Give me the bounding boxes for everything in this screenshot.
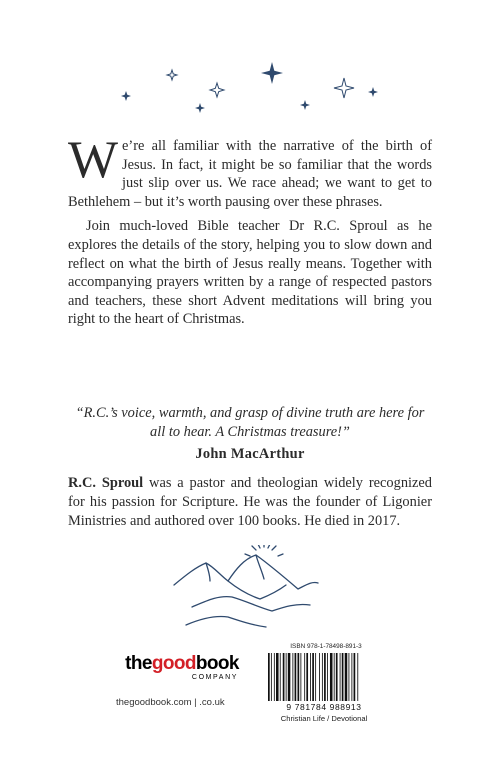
author-bio xyxy=(68,474,432,531)
star-icon xyxy=(210,83,224,97)
star-icon xyxy=(300,100,310,110)
star-icon xyxy=(121,91,131,101)
star-icon xyxy=(261,62,283,84)
blurb xyxy=(68,131,432,329)
quote-text: “R.C.’s voice, warmth, and grasp of divine truth are here for all to hear. A Christmas treasure!” xyxy=(75,405,425,440)
author-bio-text: was a pastor and theologian widely recognized for his passion for Scripture. He was the founder of Ligonier Ministries and authored over 100 books. He died in 2017. xyxy=(68,475,432,529)
isbn-label: ISBN 978-1-78498-891-3 xyxy=(290,643,362,650)
drop-cap: W xyxy=(68,131,119,189)
star-icon xyxy=(167,70,177,80)
endorsement-quote xyxy=(68,404,432,464)
quote-attribution: John MacArthur xyxy=(195,446,305,462)
mountains-sunrise-illustration xyxy=(172,545,328,631)
blurb-paragraph-1-text: e’re all familiar with the narrative of the birth of Jesus. In fact, it might be so familiar that the words just slip over us. We race ahead; we want to get to Bethlehem – but it’s worth pausing over these phrases. xyxy=(68,138,432,210)
star-icon xyxy=(368,87,378,97)
blurb-paragraph-2: Join much-loved Bible teacher Dr R.C. Sproul as he explores the details of the story, helping you to slow down and reflect on what the birth of Jesus really means. Together with accompanying prayers written by a range of respected pastors and teachers, these short Advent meditations will bring you right to the heart of Christmas. xyxy=(68,218,432,328)
publisher-company-label: COMPANY xyxy=(191,674,238,681)
publisher-wordmark: thegoodbook xyxy=(125,653,239,674)
barcode-icon xyxy=(266,653,378,701)
star-icon xyxy=(334,78,354,98)
blurb-paragraph-1 xyxy=(68,131,432,211)
star-decoration xyxy=(0,0,500,130)
author-name: R.C. Sproul xyxy=(68,475,144,491)
category-label: Christian Life / Devotional xyxy=(280,714,368,723)
star-icon xyxy=(195,103,205,113)
barcode-number: 9 781784 988913 xyxy=(286,702,362,712)
publisher-logo xyxy=(124,654,240,681)
publisher-website: thegoodbook.com | .co.uk xyxy=(116,697,225,708)
